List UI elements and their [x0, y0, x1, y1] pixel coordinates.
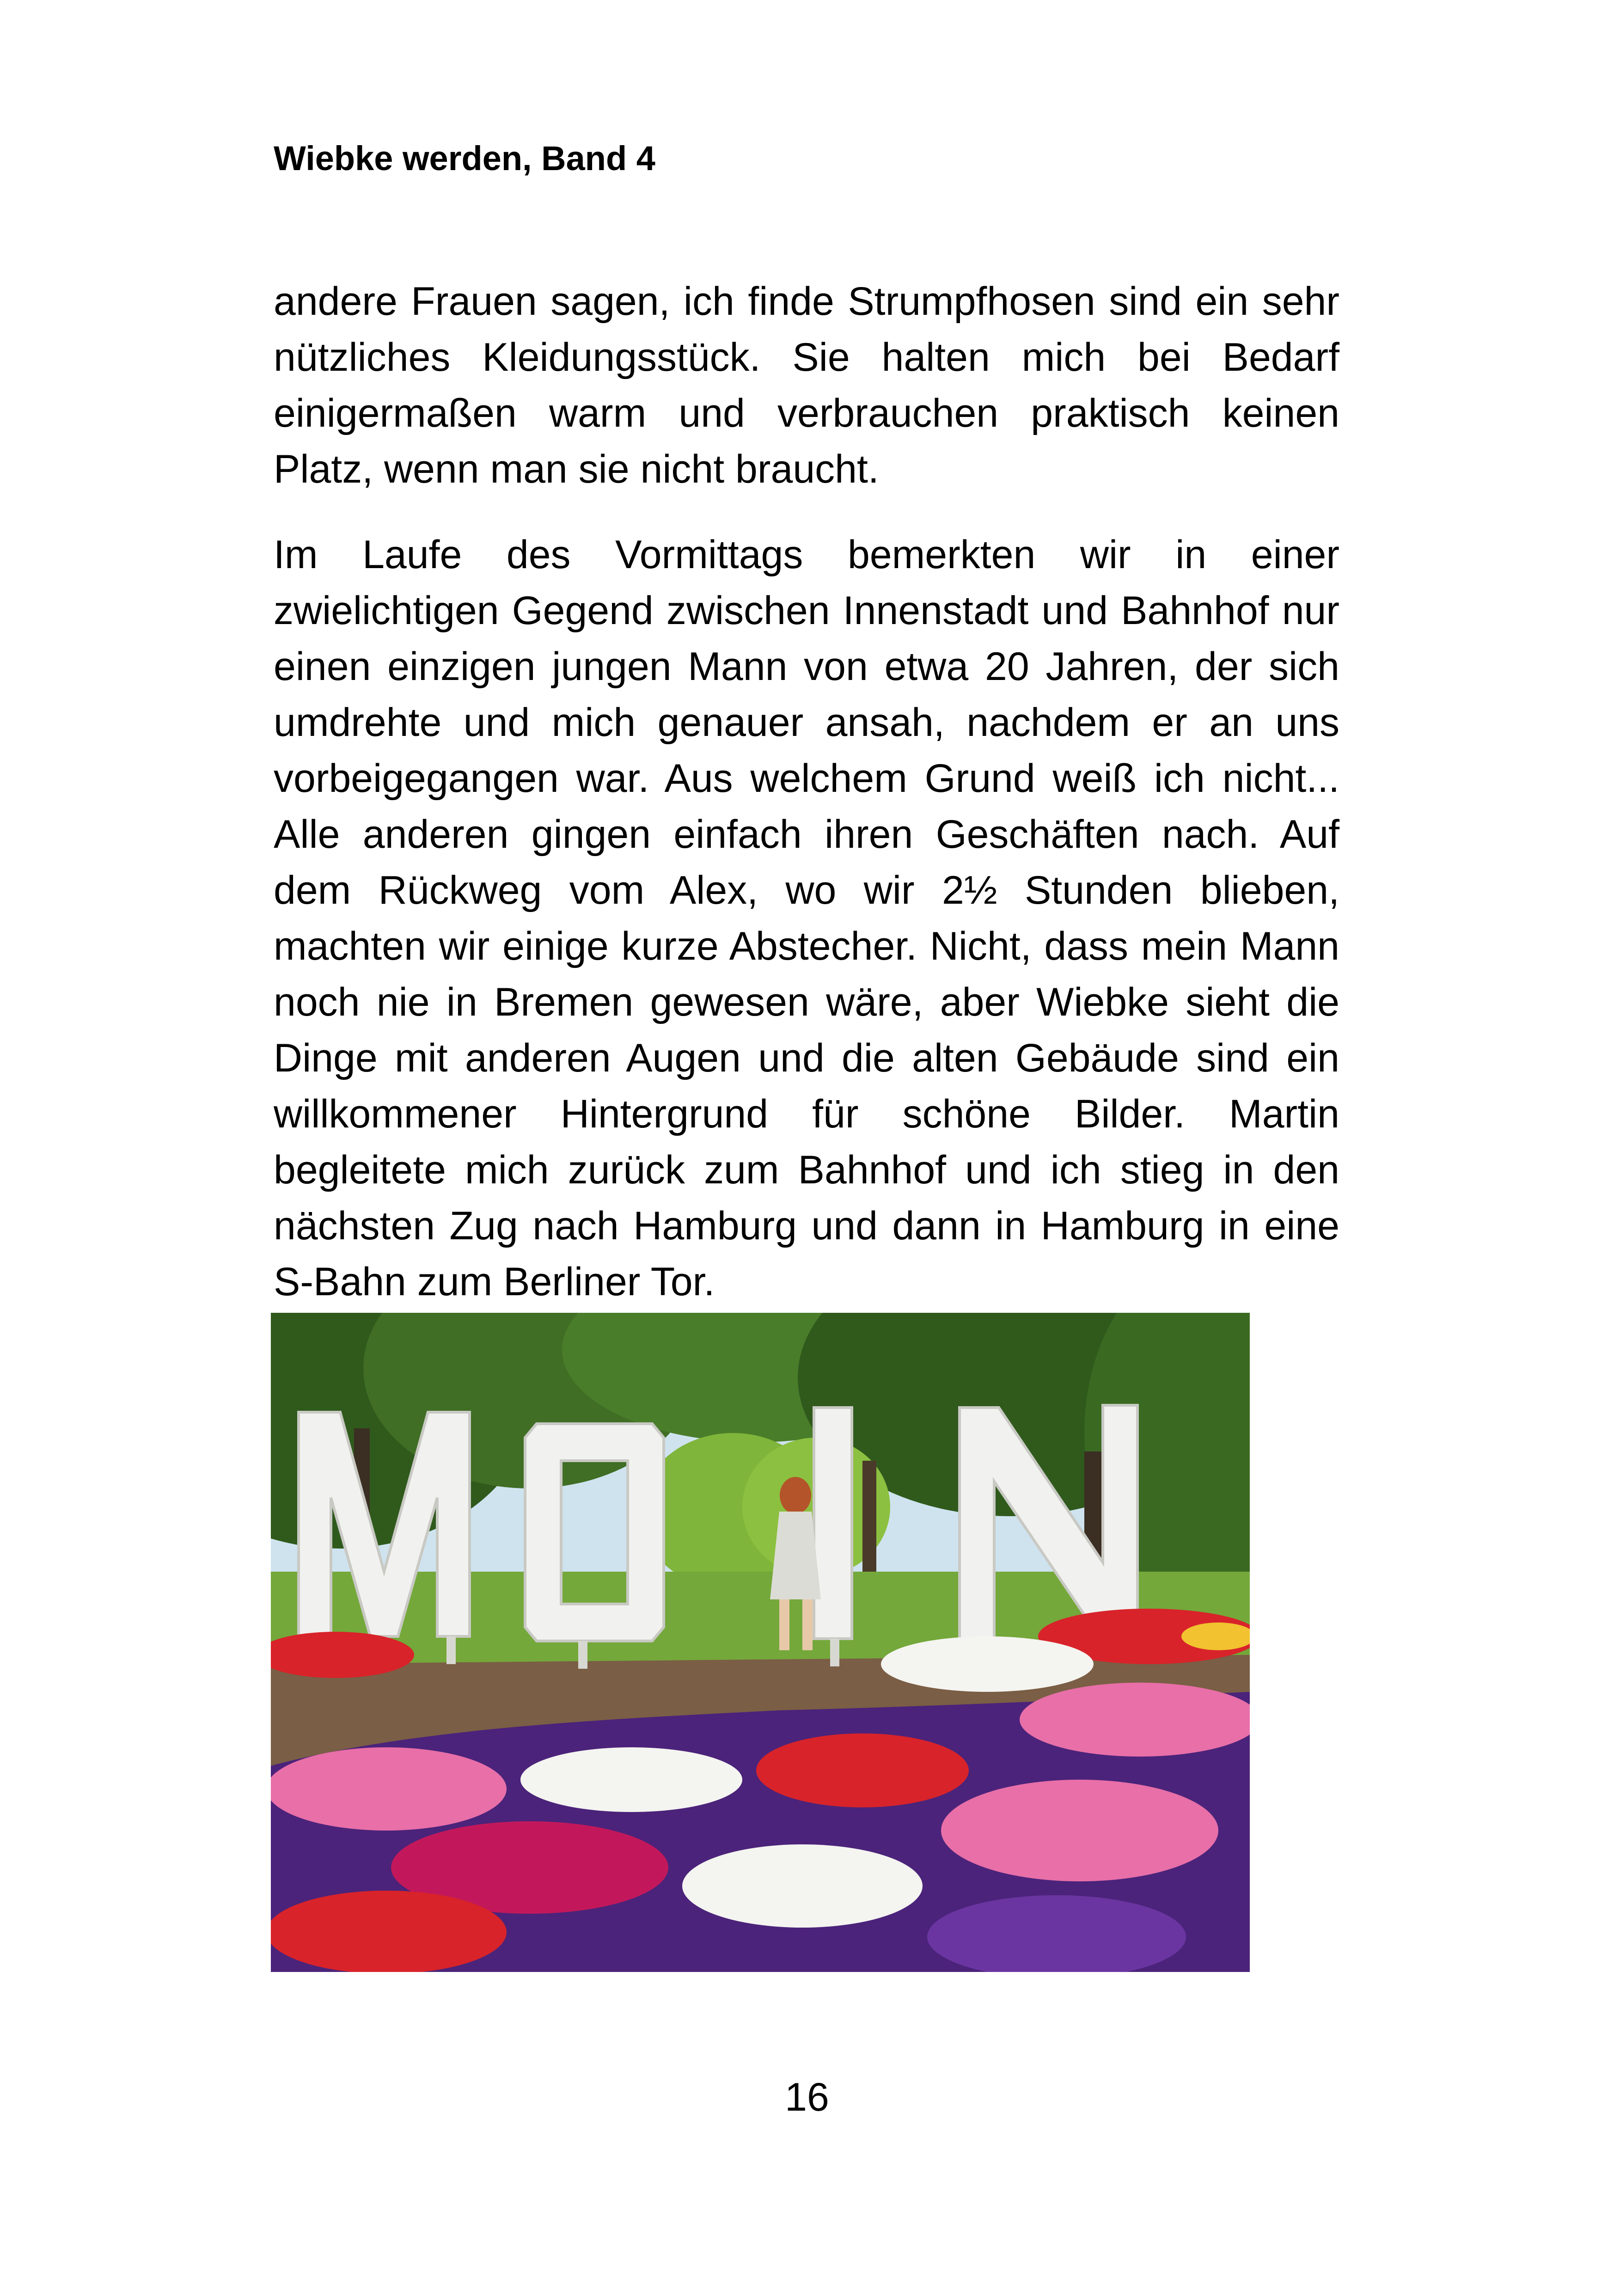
photo-illustration [271, 1313, 1250, 1972]
running-header: Wiebke werden, Band 4 [274, 139, 655, 178]
body-paragraph-2: Im Laufe des Vormittags bemerkten wir in einer zwielichtigen Gegend zwischen Innenstadt und Bahnhof nur einen einzigen jungen Mann von etwa 20 Jahren, der sich umdrehte und mich genauer ansah, nachdem er an uns vorbeigegangen war. Aus welchem Grund weiß ich nicht... Alle anderen gingen einfach ihren Geschäften nach. Auf dem Rückweg vom Alex, wo wir 2½ Stunden blieben, machten wir einige kurze Abstecher. Nicht, dass mein Mann noch nie in Bremen gewesen wäre, aber Wiebke sieht die Dinge mit anderen Augen und die alten Gebäude sind ein willkommener Hintergrund für schöne Bilder. Martin begleitete mich zurück zum Bahnhof und ich stieg in den nächsten Zug nach Hamburg und dann in Hamburg in eine S-Bahn zum Berliner Tor. [274, 533, 1339, 1304]
body-paragraph-1: andere Frauen sagen, ich finde Strumpfhosen sind ein sehr nützliches Kleidungsstück. Sie halten mich bei Bedarf einigermaßen warm und verbrauchen praktisch keinen Platz, wenn man sie nicht braucht. [274, 279, 1339, 491]
moin-sign-photo [271, 1313, 1250, 1972]
page-number: 16 [785, 2075, 829, 2119]
